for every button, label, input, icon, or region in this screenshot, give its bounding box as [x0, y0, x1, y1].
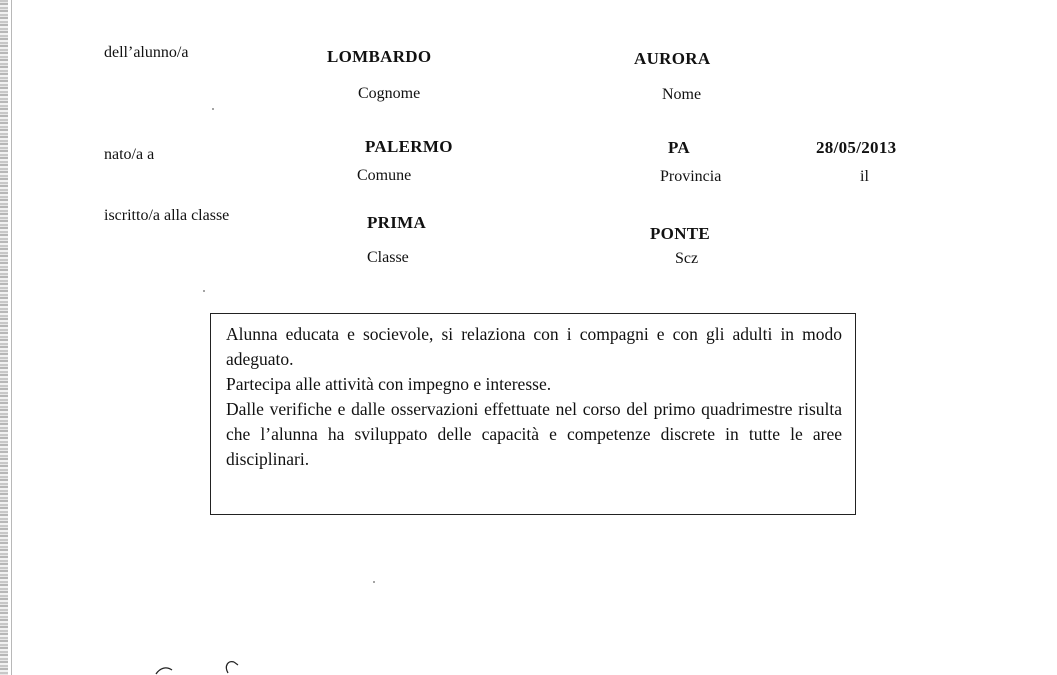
student-surname: LOMBARDO [327, 47, 432, 66]
class-value: PRIMA [367, 213, 427, 232]
scan-speck [203, 290, 205, 292]
caption-province: Provincia [660, 168, 722, 185]
scan-speck [212, 108, 214, 110]
judgment-paragraph: Alunna educata e socievole, si relaziona con i compagni e con gli adulti in modo adeguato. [226, 324, 842, 369]
caption-date: il [860, 168, 869, 185]
birth-province: PA [668, 138, 690, 157]
caption-name: Nome [662, 86, 702, 103]
scan-speck [373, 581, 375, 583]
judgment-box [210, 313, 856, 515]
caption-class: Classe [367, 249, 409, 266]
label-class: iscritto/a alla classe [104, 207, 230, 224]
student-name: AURORA [634, 49, 711, 68]
birth-comune: PALERMO [365, 137, 453, 156]
caption-surname: Cognome [358, 85, 421, 102]
judgment-text [226, 322, 842, 472]
birth-date: 28/05/2013 [816, 138, 897, 157]
label-student: dell’alunno/a [104, 44, 189, 61]
judgment-paragraph: Dalle verifiche e dalle osservazioni effettuate nel corso del primo quadrimestre risulta che l’alunna ha sviluppato delle capacità e competenze discrete in tutte le aree disciplinari. [226, 399, 842, 469]
label-born: nato/a a [104, 146, 155, 163]
caption-section: Scz [675, 250, 699, 267]
section-value: PONTE [650, 224, 711, 243]
caption-comune: Comune [357, 167, 412, 184]
scan-edge-shadow [0, 0, 8, 675]
handwriting-fragment [152, 656, 252, 675]
scan-edge-line [11, 0, 12, 675]
judgment-paragraph: Partecipa alle attività con impegno e interesse. [226, 374, 552, 394]
